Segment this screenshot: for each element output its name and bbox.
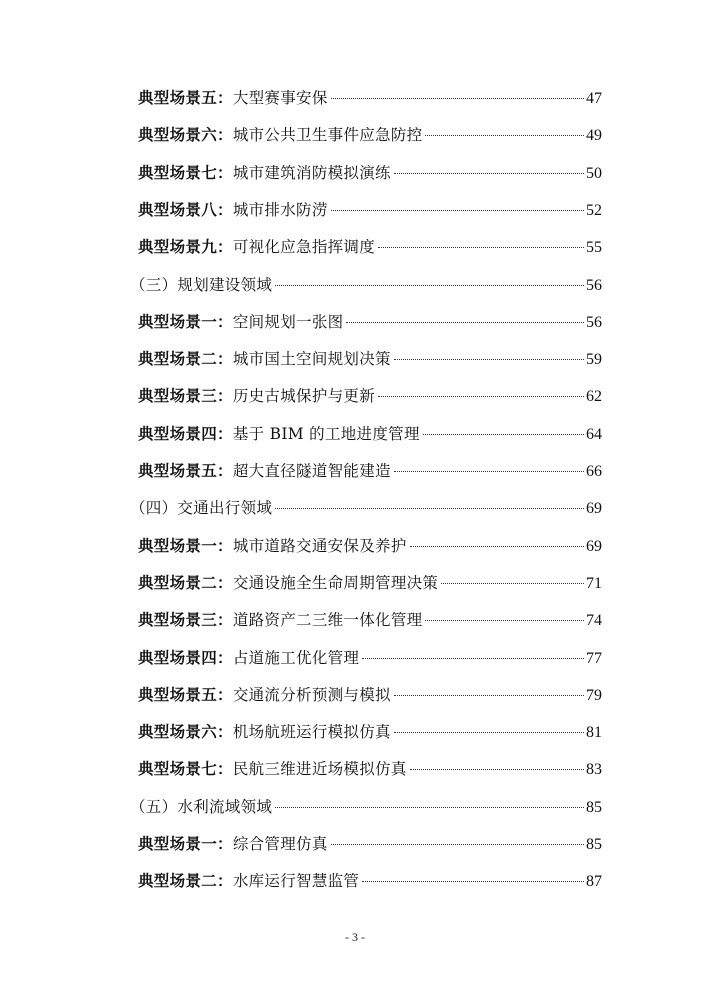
toc-page-number: 74 <box>586 612 602 630</box>
toc-entry-prefix: 典型场景五： <box>138 461 233 480</box>
toc-entry-title: 道路资产二三维一体化管理 <box>232 611 423 630</box>
toc-scenario-entry[interactable] <box>138 571 602 595</box>
toc-section-entry[interactable] <box>130 795 602 819</box>
toc-entry-title: 超大直径隧道智能建造 <box>232 462 391 480</box>
toc-scenario-entry[interactable] <box>138 86 602 110</box>
toc-scenario-entry[interactable] <box>138 161 602 185</box>
toc-entry-prefix: 典型场景七： <box>138 162 233 182</box>
toc-entry-prefix: 典型场景一： <box>138 311 233 331</box>
toc-scenario-entry[interactable] <box>138 608 602 632</box>
toc-scenario-entry[interactable] <box>138 683 602 707</box>
toc-entry-label <box>138 310 343 334</box>
toc-entry-prefix: 典型场景六： <box>138 722 233 742</box>
toc-entry-title: 机场航班运行模拟仿真 <box>232 723 391 742</box>
toc-scenario-entry[interactable] <box>138 869 602 893</box>
toc-entry-prefix: 典型场景二： <box>138 349 233 369</box>
toc-entry-prefix: 典型场景六： <box>138 125 233 145</box>
toc-entry-title: 空间规划一张图 <box>232 312 344 331</box>
toc-section-entry[interactable] <box>130 273 602 297</box>
toc-entry-title: 水库运行智慧监管 <box>232 872 360 891</box>
dot-leader <box>410 769 584 770</box>
toc-entry-title: 交通出行领域 <box>177 499 273 518</box>
toc-entry-title: 交通流分析预测与模拟 <box>232 685 391 704</box>
toc-entry-label <box>130 496 272 520</box>
toc-entry-label <box>138 608 422 632</box>
toc-entry-title: 规划建设领域 <box>177 275 273 294</box>
toc-entry-label <box>138 534 407 558</box>
toc-entry-prefix: 典型场景九： <box>138 237 233 257</box>
toc-entry-title: 综合管理仿真 <box>232 835 328 853</box>
dot-leader <box>362 881 584 882</box>
toc-section-entry[interactable] <box>130 496 602 520</box>
toc-scenario-entry[interactable] <box>138 757 602 781</box>
toc-entry-label <box>138 123 422 147</box>
toc-entry-prefix: （五） <box>130 797 178 816</box>
dot-leader <box>394 732 584 733</box>
toc-entry-title: 城市排水防涝 <box>232 200 328 219</box>
toc-page-number: 56 <box>586 276 602 294</box>
dot-leader <box>425 620 584 621</box>
toc-page-number: 87 <box>586 873 602 891</box>
toc-entry-label <box>138 832 328 856</box>
toc-entry-title: 交通设施全生命周期管理决策 <box>232 573 439 592</box>
page-number-footer: - 3 - <box>345 930 365 944</box>
toc-scenario-entry[interactable] <box>138 720 602 744</box>
toc-page-number: 59 <box>586 351 602 369</box>
toc-scenario-entry[interactable] <box>138 646 602 670</box>
toc-page-number: 62 <box>586 388 602 406</box>
toc-page-number: 47 <box>586 90 602 107</box>
toc-page-number: 66 <box>586 463 602 480</box>
toc-entry-prefix: （三） <box>130 275 178 294</box>
toc-page-number: 56 <box>586 313 602 331</box>
toc-page-number: 55 <box>586 239 602 257</box>
toc-entry-label <box>138 384 375 408</box>
toc-entry-label <box>138 459 391 483</box>
toc-entry-label <box>138 86 328 110</box>
toc-entry-prefix: 典型场景八： <box>138 199 233 219</box>
dot-leader <box>275 285 584 286</box>
toc-scenario-entry[interactable] <box>138 235 602 259</box>
toc-entry-title: 民航三维进近场模拟仿真 <box>232 760 407 779</box>
toc-page-number: 64 <box>586 425 602 443</box>
toc-entry-prefix: 典型场景五： <box>138 684 233 704</box>
toc-entry-prefix: 典型场景一： <box>138 535 233 555</box>
dot-leader <box>331 844 584 845</box>
toc-entry-label <box>138 235 375 259</box>
toc-entry-title: 基于 BIM 的工地进度管理 <box>232 424 420 443</box>
toc-scenario-entry[interactable] <box>138 347 602 371</box>
dot-leader <box>362 658 584 659</box>
dot-leader <box>378 396 584 397</box>
toc-page-number: 83 <box>586 761 602 779</box>
toc-entry-label <box>138 422 420 446</box>
dot-leader <box>275 807 584 808</box>
toc-entry-title: 水利流域领域 <box>177 797 273 816</box>
toc-entry-label <box>138 869 359 893</box>
toc-page-number: 50 <box>586 164 602 182</box>
dot-leader <box>346 322 584 323</box>
toc-entry-prefix: 典型场景七： <box>138 759 233 779</box>
toc-scenario-entry[interactable] <box>138 534 602 558</box>
toc-entry-label <box>138 683 391 707</box>
dot-leader <box>331 210 584 211</box>
toc-page-number: 85 <box>586 798 602 816</box>
toc-entry-label <box>138 757 407 781</box>
toc-entry-prefix: 典型场景四： <box>138 647 233 667</box>
toc-entry-title: 占道施工优化管理 <box>232 648 360 667</box>
dot-leader <box>275 508 584 509</box>
toc-entry-label <box>138 161 391 185</box>
toc-entry-label <box>138 347 391 371</box>
toc-entry-title: 城市国土空间规划决策 <box>232 350 391 369</box>
toc-page-number: 77 <box>586 649 602 667</box>
toc-page-number: 49 <box>586 127 602 145</box>
toc-entry-prefix: 典型场景三： <box>138 610 233 630</box>
dot-leader <box>410 546 584 547</box>
toc-entry-prefix: 典型场景二： <box>138 572 233 592</box>
toc-entry-prefix: （四） <box>130 499 178 518</box>
dot-leader <box>423 434 584 435</box>
toc-entry-label <box>138 571 438 595</box>
toc-page-number: 79 <box>586 686 602 704</box>
toc-entry-prefix: 典型场景三： <box>138 386 233 406</box>
dot-leader <box>441 583 584 584</box>
toc-entry-label <box>138 198 328 222</box>
toc-entry-label <box>138 720 391 744</box>
dot-leader <box>394 471 584 472</box>
toc-entry-title: 大型赛事安保 <box>232 89 328 107</box>
toc-entry-title: 城市建筑消防模拟演练 <box>232 163 391 182</box>
toc-entry-prefix: 典型场景四： <box>138 423 233 443</box>
toc-page-number: 71 <box>586 574 602 592</box>
toc-entry-title: 历史古城保护与更新 <box>232 387 376 406</box>
dot-leader <box>378 247 584 248</box>
dot-leader <box>394 173 584 174</box>
toc-page-number: 69 <box>586 537 602 555</box>
toc-entry-title: 可视化应急指挥调度 <box>232 238 376 257</box>
toc-entry-label <box>138 646 359 670</box>
dot-leader <box>331 98 584 99</box>
toc-entry-title: 城市道路交通安保及养护 <box>232 536 407 555</box>
toc-entry-prefix: 典型场景一： <box>138 834 233 853</box>
toc-scenario-entry[interactable] <box>138 198 602 222</box>
toc-entry-title: 城市公共卫生事件应急防控 <box>232 126 423 145</box>
toc-scenario-entry[interactable] <box>138 422 602 446</box>
toc-page-number: 85 <box>586 836 602 853</box>
dot-leader <box>394 695 584 696</box>
toc-entry-prefix: 典型场景五： <box>138 88 233 107</box>
toc-page-number: 52 <box>586 201 602 219</box>
toc-scenario-entry[interactable] <box>138 384 602 408</box>
toc-scenario-entry[interactable] <box>138 123 602 147</box>
toc-page-number: 69 <box>586 500 602 518</box>
toc-scenario-entry[interactable] <box>138 832 602 856</box>
toc-entry-prefix: 典型场景二： <box>138 871 233 891</box>
dot-leader <box>394 359 584 360</box>
toc-scenario-entry[interactable] <box>138 310 602 334</box>
toc-entry-label <box>130 795 272 819</box>
toc-entry-label <box>130 273 272 297</box>
toc-page-number: 81 <box>586 724 602 742</box>
dot-leader <box>425 135 584 136</box>
toc-scenario-entry[interactable] <box>138 459 602 483</box>
